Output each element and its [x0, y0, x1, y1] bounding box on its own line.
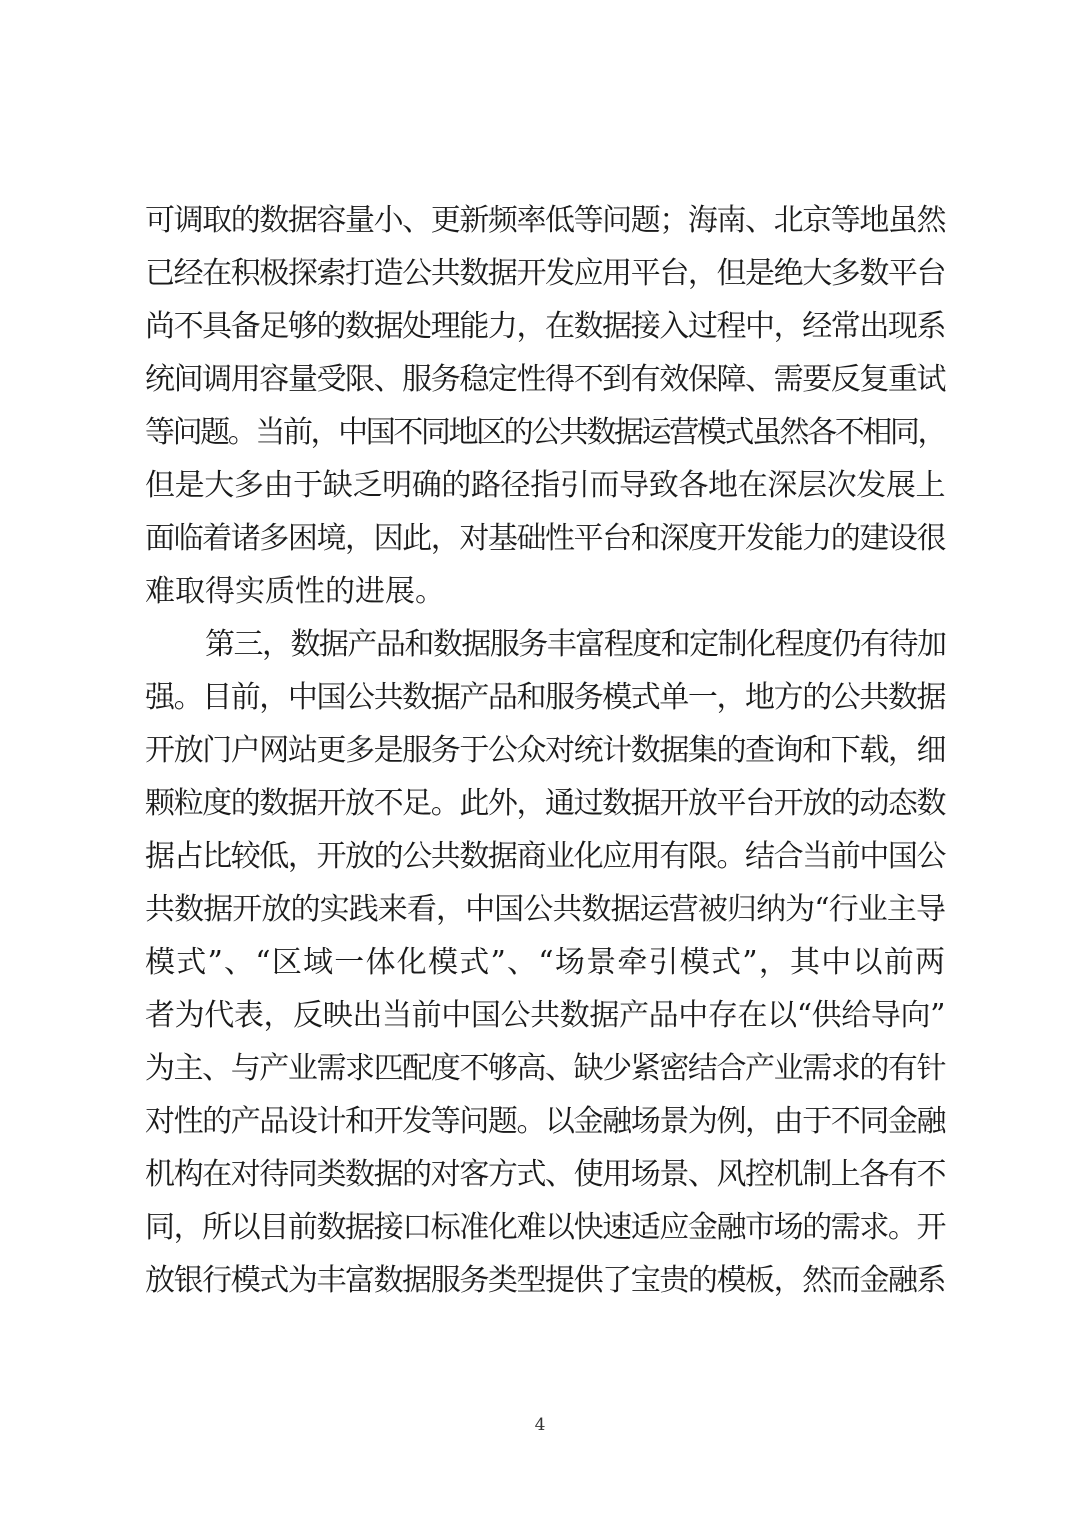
paragraph-2-line-3: 开放门户网站更多是服务于公众对统计数据集的查询和下载，细: [145, 733, 945, 768]
paragraph-1-line-2: 已经在积极探索打造公共数据开发应用平台，但是绝大多数平台: [145, 256, 945, 291]
paragraph-1-line-8: 难取得实质性的进展。: [145, 574, 445, 609]
paragraph-2-line-2: 强。目前，中国公共数据产品和服务模式单一，地方的公共数据: [145, 680, 945, 715]
paragraph-2-line-8: 者为代表，反映出当前中国公共数据产品中存在以“供给导向”: [145, 998, 945, 1033]
paragraph-1-line-1: 可调取的数据容量小、更新频率低等问题；海南、北京等地虽然: [145, 203, 945, 238]
page-number: 4: [534, 1415, 546, 1435]
paragraph-1-line-7: 面临着诸多困境，因此，对基础性平台和深度开发能力的建设很: [145, 521, 945, 556]
paragraph-2-line-13: 放银行模式为丰富数据服务类型提供了宝贵的模板，然而金融系: [145, 1263, 945, 1298]
paragraph-2-line-12: 同，所以目前数据接口标准化难以快速适应金融市场的需求。开: [145, 1210, 945, 1245]
paragraph-2-line-4: 颗粒度的数据开放不足。此外，通过数据开放平台开放的动态数: [145, 786, 945, 821]
paragraph-1-line-6: 但是大多由于缺乏明确的路径指引而导致各地在深层次发展上: [145, 468, 945, 503]
paragraph-2-line-9: 为主、与产业需求匹配度不够高、缺少紧密结合产业需求的有针: [145, 1051, 945, 1086]
paragraph-2-line-5: 据占比较低，开放的公共数据商业化应用有限。结合当前中国公: [145, 839, 945, 874]
paragraph-2-line-7: 模式”、“区域一体化模式”、“场景牵引模式”，其中以前两: [145, 945, 945, 980]
paragraph-2-line-11: 机构在对待同类数据的对客方式、使用场景、风控机制上各有不: [145, 1157, 945, 1192]
paragraph-2-line-6: 共数据开放的实践来看，中国公共数据运营被归纳为“行业主导: [145, 892, 945, 927]
paragraph-1-line-3: 尚不具备足够的数据处理能力，在数据接入过程中，经常出现系: [145, 309, 945, 344]
paragraph-2-line-10: 对性的产品设计和开发等问题。以金融场景为例，由于不同金融: [145, 1104, 945, 1139]
paragraph-1-line-5: 等问题。当前，中国不同地区的公共数据运营模式虽然各不相同，: [145, 415, 945, 450]
paragraph-2-line-1: 第三，数据产品和数据服务丰富程度和定制化程度仍有待加: [205, 627, 945, 662]
paragraph-1-line-4: 统间调用容量受限、服务稳定性得不到有效保障、需要反复重试: [145, 362, 945, 397]
